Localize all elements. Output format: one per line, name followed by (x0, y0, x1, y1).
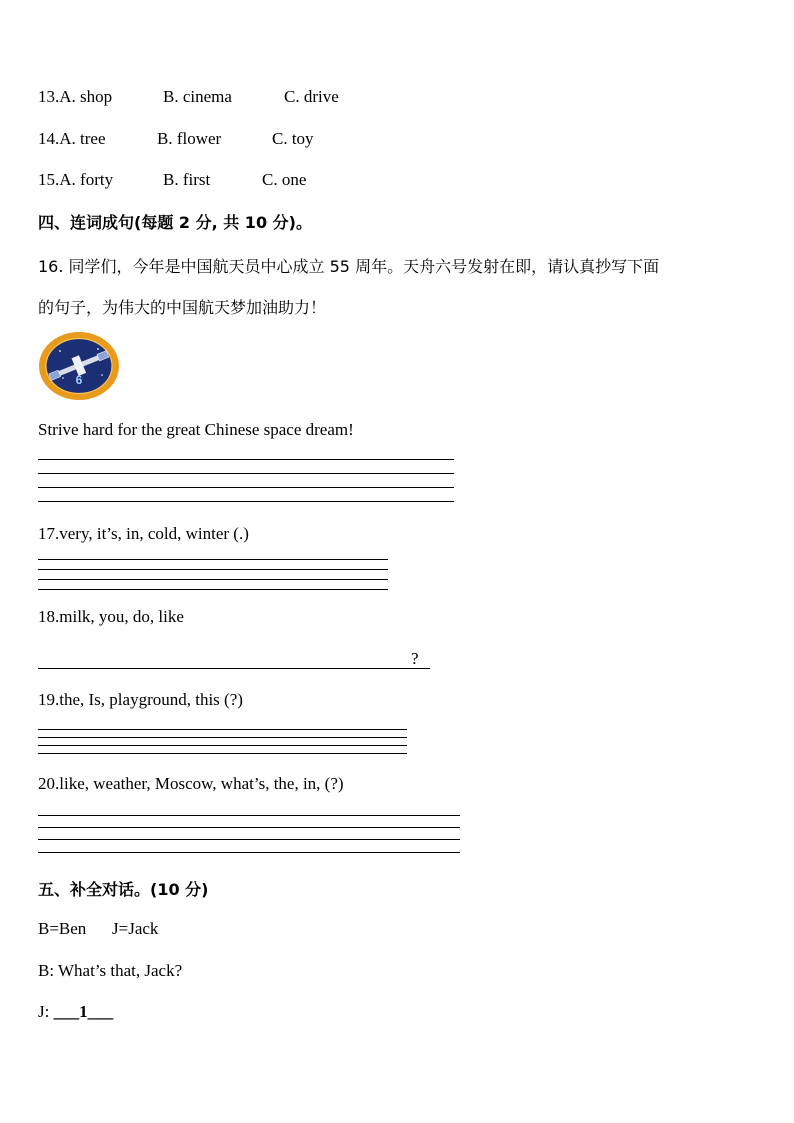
legend-jack: J=Jack (112, 919, 159, 938)
writing-line[interactable] (38, 487, 454, 488)
q19-words: 19.the, Is, playground, this (?) (38, 690, 243, 709)
mcq-14-c: C. toy (272, 129, 314, 148)
writing-line[interactable] (38, 827, 460, 828)
q17-words: 17.very, it’s, in, cold, winter (.) (38, 524, 249, 543)
mcq-13-b: B. cinema (163, 87, 232, 106)
writing-line[interactable] (38, 729, 407, 730)
q18-question-mark: ? (411, 649, 419, 668)
mcq-15-c: C. one (262, 170, 307, 189)
mission-badge-image (38, 331, 120, 401)
dialogue-line-2 (38, 1002, 113, 1022)
writing-line[interactable] (38, 839, 460, 840)
mcq-13-a: 13.A. shop (38, 87, 113, 106)
writing-line[interactable] (38, 745, 407, 746)
q16-copy-sentence: Strive hard for the great Chinese space dream! (38, 420, 354, 439)
section-5-title: 五、补全对话。(10 分) (38, 880, 209, 899)
writing-line[interactable] (38, 459, 454, 460)
writing-line[interactable] (38, 852, 460, 853)
q20-words: 20.like, weather, Moscow, what’s, the, in, (?) (38, 774, 344, 793)
writing-line[interactable] (38, 579, 388, 580)
legend-ben: B=Ben (38, 919, 87, 938)
dialogue-line-1: B: What’s that, Jack? (38, 961, 183, 980)
answer-line[interactable] (38, 668, 430, 669)
speaker-label: J: (38, 1002, 50, 1021)
q18-words: 18.milk, you, do, like (38, 607, 184, 626)
q16-instruction-line2: 的句子，为伟大的中国航天梦加油助力！ (38, 298, 327, 317)
writing-line[interactable] (38, 815, 460, 816)
mcq-14-a: 14.A. tree (38, 129, 106, 148)
mcq-15-b: B. first (163, 170, 211, 189)
svg-text:6: 6 (75, 373, 83, 387)
section-4-title: 四、连词成句(每题 2 分, 共 10 分)。 (38, 213, 312, 232)
writing-line[interactable] (38, 737, 407, 738)
writing-line[interactable] (38, 559, 388, 560)
mcq-14-b: B. flower (157, 129, 222, 148)
mcq-15-a: 15.A. forty (38, 170, 114, 189)
writing-line[interactable] (38, 501, 454, 502)
writing-line[interactable] (38, 569, 388, 570)
writing-line[interactable] (38, 753, 407, 754)
answer-blank-1[interactable]: ___1___ (53, 1002, 114, 1021)
writing-line[interactable] (38, 473, 454, 474)
mcq-13-c: C. drive (284, 87, 339, 106)
q16-instruction-line1: 16. 同学们，今年是中国航天员中心成立 55 周年。天舟六号发射在即，请认真抄写下面 (38, 257, 660, 276)
writing-line[interactable] (38, 589, 388, 590)
mission-badge-icon (38, 331, 120, 401)
